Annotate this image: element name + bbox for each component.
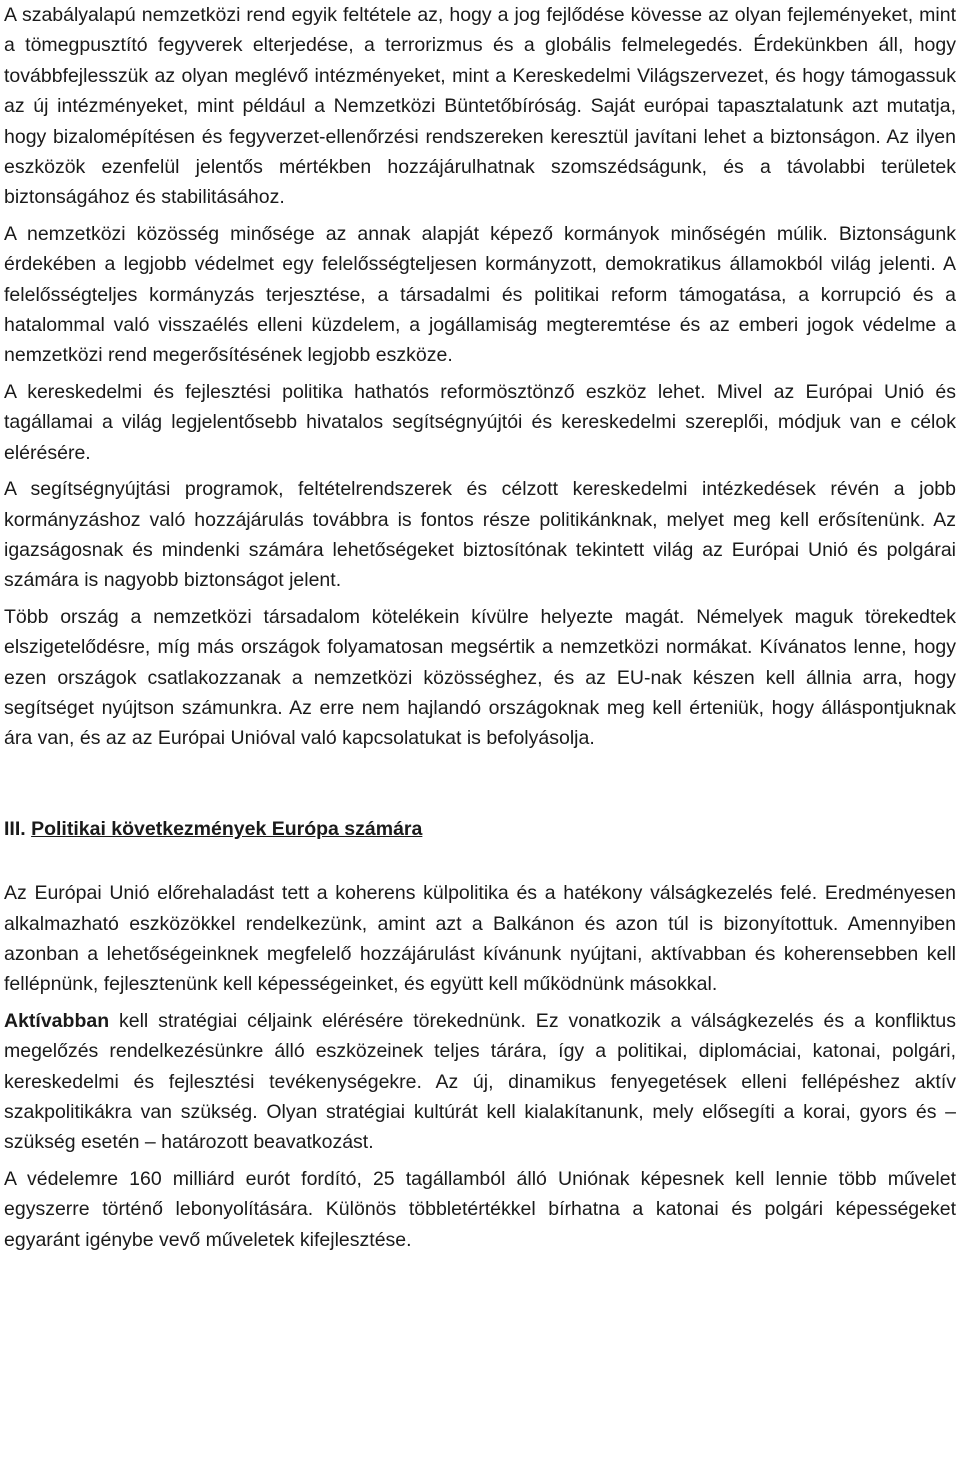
- paragraph-lead-word: Aktívabban: [4, 1009, 110, 1032]
- paragraph-more-active-text: kell stratégiai céljaink elérésére törekednünk. Ez vonatkozik a válságkezelés és a konfliktus megelőzés rendelkezésünkre álló eszközeinek teljes tárára, így a politikai, diplomáciai, katonai, polgári, kereskedelmi és fejlesztési tevékenységekre. Az új, dinamikus fenyegetések elleni fellépéshez aktív szakpolitikákra van szükség. Olyan stratégiai kultúrát kell kialakítanunk, mely elősegíti a korai, gyors és – szükség esetén – határozott beavatkozást.: [4, 1009, 956, 1154]
- paragraph-trade-development: A kereskedelmi és fejlesztési politika hathatós reformösztönző eszköz lehet. Mivel az Európai Unió és tagállamai a világ legjelentősebb hivatalos segítségnyújtói és kereskedelmi szereplői, módjuk van e célok elérésére.: [4, 380, 956, 464]
- paragraph-isolated-countries: Több ország a nemzetközi társadalom kötelékein kívülre helyezte magát. Némelyek maguk törekedtek elszigetelődésre, míg más országok folyamatosan megsértik a nemzetközi normákat. Kívánatos lenne, hogy ezen országok csatlakozzanak a nemzetközi közösséghez, és az EU-nak készen kell állnia arra, hogy segítséget nyújtson számunkra. Az erre nem hajlandó országoknak meg kell érteniük, hogy álláspontjuknak ára van, és az az Európai Unióval való kapcsolatukat is befolyásolja.: [4, 605, 956, 750]
- paragraph-defense-budget: A védelemre 160 milliárd eurót fordító, 25 tagállamból álló Uniónak képesnek kell lennie több művelet egyszerre történő lebonyolítására. Különös többletértékkel bírhatna a katonai és polgári képességeket egyaránt igénybe vevő műveletek kifejlesztése.: [4, 1167, 956, 1251]
- paragraph-international-community: A nemzetközi közösség minősége az annak alapját képező kormányok minőségén múlik. Biztonságunk érdekében a legjobb védelmet egy felelősségteljesen kormányzott, demokratikus államokból világ jelenti. A felelősségteljes kormányzás terjesztése, a társadalmi és politikai reform támogatása, a korrupció és a hatalommal való visszaélés elleni küzdelem, a jogállamiság megteremtése és az emberi jogok védelme a nemzetközi rend megerősítésének legjobb eszköze.: [4, 222, 956, 367]
- paragraph-more-active: [4, 1006, 956, 1158]
- section-title: Politikai következmények Európa számára: [31, 817, 423, 840]
- paragraph-rules-based-order: A szabályalapú nemzetközi rend egyik feltétele az, hogy a jog fejlődése kövesse az olyan fejleményeket, mint a tömegpusztító fegyverek elterjedése, a terrorizmus és a globális felmelegedés. Érdekünkben áll, hogy továbbfejlesszük az olyan meglévő intézményeket, mint a Kereskedelmi Világszervezet, és hogy támogassuk az új intézményeket, mint például a Nemzetközi Büntetőbíróság. Saját európai tapasztalatunk azt mutatja, hogy bizalomépítésen és fegyverzet-ellenőrzési rendszereken keresztül javítani lehet a biztonságon. Az ilyen eszközök ezenfelül jelentős mértékben hozzájárulhatnak szomszédságunk, és a távolabbi területek biztonságához és stabilitásához.: [4, 4, 956, 209]
- paragraph-assistance-programs: A segítségnyújtási programok, feltételrendszerek és célzott kereskedelmi intézkedések révén a jobb kormányzáshoz való hozzájárulás továbbra is fontos része politikánknak, melyet meg kell erősítenünk. Az igazságosnak és mindenki számára lehetőségeket biztosítónak tekintett világ az Európai Unió és polgárai számára is nagyobb biztonságot jelent.: [4, 478, 956, 592]
- document-page: [4, 0, 956, 1261]
- paragraph-eu-progress: Az Európai Unió előrehaladást tett a koherens külpolitika és a hatékony válságkezelés felé. Eredményesen alkalmazható eszközökkel rendelkezünk, amint azt a Balkánon és azon túl is bizonyítottuk. Amennyiben azonban a lehetőségeinknek megfelelő hozzájárulást kívánunk nyújtani, aktívabban és koherensebben kell fellépnünk, fejlesztenünk kell képességeinket, és együtt kell működnünk másokkal.: [4, 882, 956, 996]
- section-heading: [4, 814, 956, 844]
- section-spacer: [4, 760, 956, 814]
- heading-spacer: [4, 844, 956, 878]
- section-number: III.: [4, 817, 26, 840]
